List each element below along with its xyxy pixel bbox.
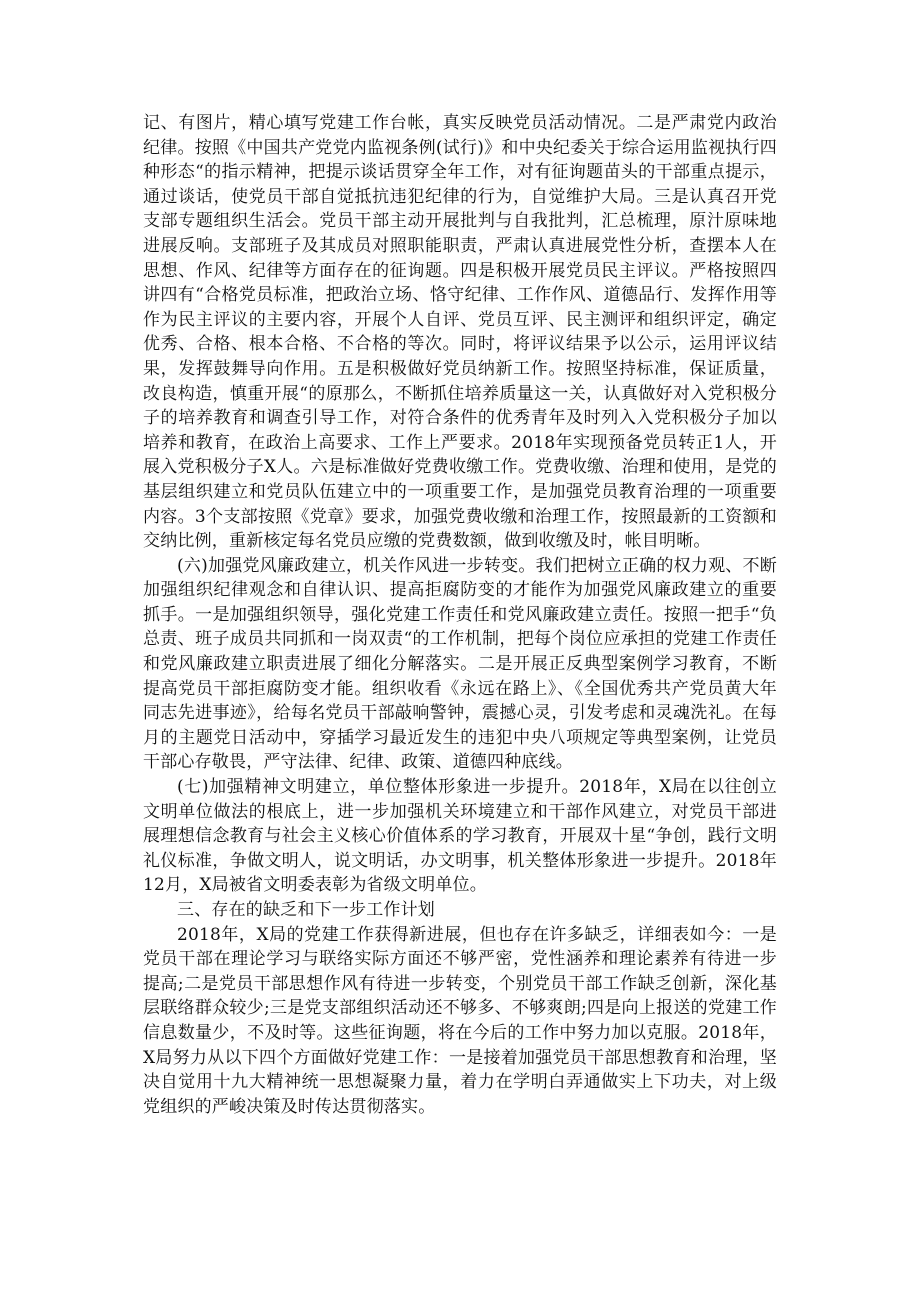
section-heading-shortcomings: 三、存在的缺乏和下一步工作计划 — [177, 900, 435, 920]
paragraph-clean-governance: (六)加强党风廉政建立，机关作风进一步转变。我们把树立正确的权力观、不断加强组织纪律观念和自律认识、提高拒腐防变的才能作为加强党风廉政建立的重要抓手。一是加强组织领导，强化党建工作责任和党风廉政建立责任。按照一把手“负总责、班子成员共同抓和一岗双责“的工作机制，把每个岗位应承担的党建工作责任和党风廉政建立职责进展了细化分解落实。二是开展正反典型案例学习教育，不断提高党员干部拒腐防变才能。组织收看《永远在路上》、《全国优秀共产党员黄大年同志先进事迹》，给每名党员干部敲响警钟，震撼心灵，引发考虑和灵魂洗礼。在每月的主题党日活动中，穿插学习最近发生的违犯中央八项规定等典型案例，让党员干部心存敬畏，严守法律、纪律、政策、道德四种底线。 — [143, 555, 777, 773]
paragraph-spiritual-civilization: (七)加强精神文明建立，单位整体形象进一步提升。2018年，X局在以往创立文明单位做法的根底上，进一步加强机关环境建立和干部作风建立，对党员干部进展理想信念教育与社会主义核心价值体系的学习教育，开展双十星“争创，践行文明礼仪标准，争做文明人，说文明话，办文明事，机关整体形象进一步提升。2018年12月，X局被省文明委表彰为省级文明单位。 — [143, 777, 777, 896]
document-page — [143, 111, 777, 1119]
paragraph-party-discipline: 记、有图片，精心填写党建工作台帐，真实反映党员活动情况。二是严肃党内政治纪律。按照《中国共产党党内监视条例(试行)》和中央纪委关于综合运用监视执行四种形态“的指示精神，把提示谈话贯穿全年工作，对有征询题苗头的干部重点提示，通过谈话，使党员干部自觉抵抗违犯纪律的行为，自觉维护大局。三是认真召开党支部专题组织生活会。党员干部主动开展批判与自我批判，汇总梳理，原汁原味地进展反响。支部班子及其成员对照职能职责，严肃认真进展党性分析，查摆本人在思想、作风、纪律等方面存在的征询题。四是积极开展党员民主评议。严格按照四讲四有“合格党员标准，把政治立场、恪守纪律、工作作风、道德品行、发挥作用等作为民主评议的主要内容，开展个人自评、党员互评、民主测评和组织评定，确定优秀、合格、根本合格、不合格的等次。同时，将评议结果予以公示，运用评议结果，发挥鼓舞导向作用。五是积极做好党员纳新工作。按照坚持标准，保证质量，改良构造，慎重开展“的原那么，不断抓住培养质量这一关，认真做好对入党积极分子的培养教育和调查引导工作，对符合条件的优秀青年及时列入入党积极分子加以培养和教育，在政治上高要求、工作上严要求。2018年实现预备党员转正1人，开展入党积极分子X人。六是标准做好党费收缴工作。党费收缴、治理和使用，是党的基层组织建立和党员队伍建立中的一项重要工作，是加强党员教育治理的一项重要内容。3个支部按照《党章》要求，加强党费收缴和治理工作，按照最新的工资额和交纳比例，重新核定每名党员应缴的党费数额，做到收缴及时，帐目明晰。 — [143, 113, 777, 552]
paragraph-shortcomings-plan: 2018年，X局的党建工作获得新进展，但也存在许多缺乏，详细表如今：一是党员干部在理论学习与联络实际方面还不够严密，党性涵养和理论素养有待进一步提高;二是党员干部思想作风有待进一步转变，个别党员干部工作缺乏创新，深化基层联络群众较少;三是党支部组织活动还不够多、不够爽朗;四是向上报送的党建工作信息数量少，不及时等。这些征询题，将在今后的工作中努力加以克服。2018年，X局努力从以下四个方面做好党建工作：一是接着加强党员干部思想教育和治理，坚决自觉用十九大精神统一思想凝聚力量，着力在学明白弄通做实上下功夫，对上级党组织的严峻决策及时传达贯彻落实。 — [143, 924, 777, 1117]
